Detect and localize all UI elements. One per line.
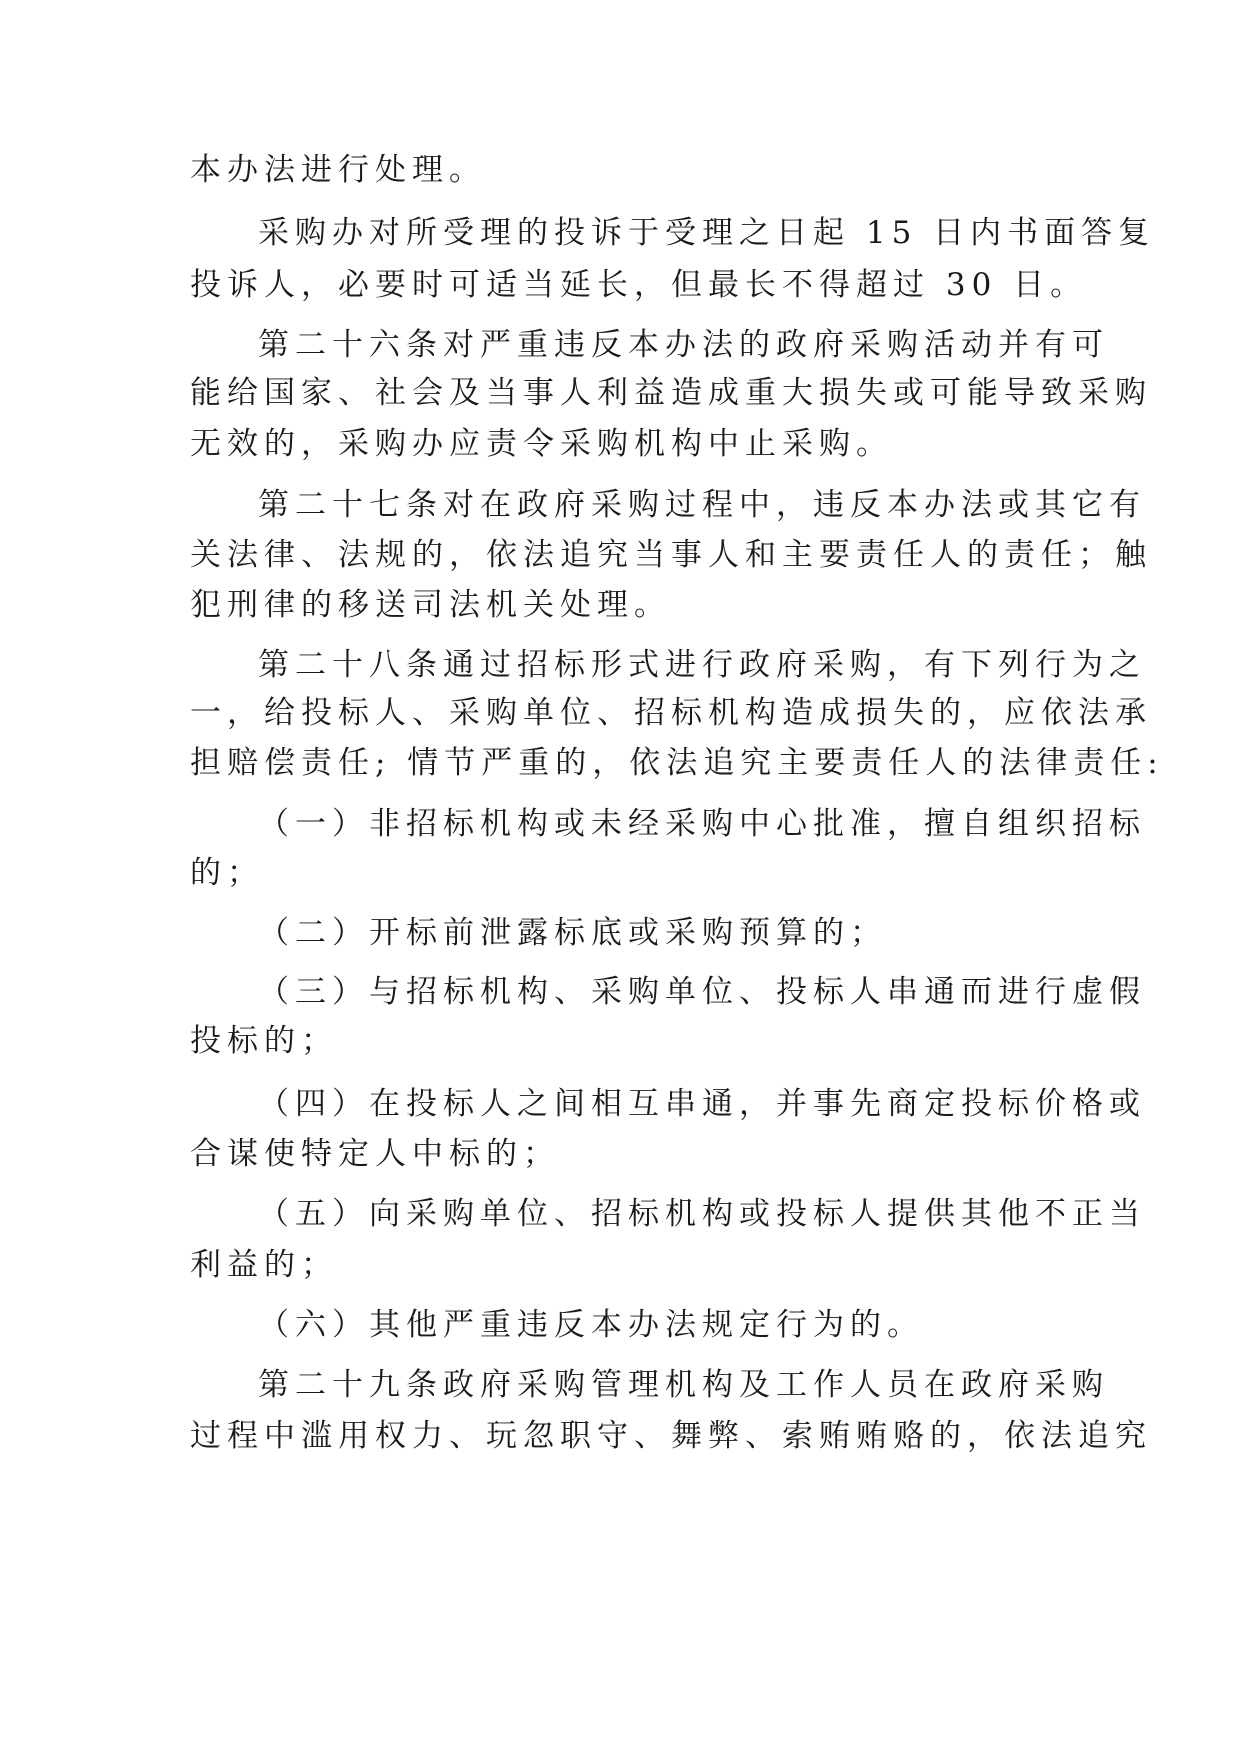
text-line-3: 投诉人，必要时可适当延长，但最长不得超过 30 日。 xyxy=(190,267,1088,303)
text-line-4: 第二十六条对严重违反本办法的政府采购活动并有可 xyxy=(258,327,1109,363)
text-line-8: 关法律、法规的，依法追究当事人和主要责任人的责任；触 xyxy=(190,537,1152,573)
text-line-10: 第二十八条通过招标形式进行政府采购，有下列行为之 xyxy=(258,647,1146,683)
text-line-2: 采购办对所受理的投诉于受理之日起 15 日内书面答复 xyxy=(258,215,1156,251)
text-line-23: 第二十九条政府采购管理机构及工作人员在政府采购 xyxy=(258,1367,1109,1403)
text-line-9: 犯刑律的移送司法机关处理。 xyxy=(190,587,671,623)
text-line-1: 本办法进行处理。 xyxy=(190,152,486,188)
text-line-7: 第二十七条对在政府采购过程中，违反本办法或其它有 xyxy=(258,487,1146,523)
text-line-6: 无效的，采购办应责令采购机构中止采购。 xyxy=(190,426,893,462)
list-item-3-line-2: 投标的； xyxy=(190,1023,338,1059)
list-item-1-line-1: （一）非招标机构或未经采购中心批准，擅自组织招标 xyxy=(258,806,1146,842)
list-item-5-line-1: （五）向采购单位、招标机构或投标人提供其他不正当 xyxy=(258,1196,1146,1232)
list-item-2: （二）开标前泄露标底或采购预算的； xyxy=(258,915,887,951)
list-item-3-line-1: （三）与招标机构、采购单位、投标人串通而进行虚假 xyxy=(258,974,1146,1010)
list-item-4-line-1: （四）在投标人之间相互串通，并事先商定投标价格或 xyxy=(258,1086,1146,1122)
list-item-4-line-2: 合谋使特定人中标的； xyxy=(190,1136,560,1172)
text-line-11: 一，给投标人、采购单位、招标机构造成损失的，应依法承 xyxy=(190,695,1152,731)
text-line-5: 能给国家、社会及当事人利益造成重大损失或可能导致采购 xyxy=(190,375,1152,411)
list-item-1-line-2: 的； xyxy=(190,855,264,891)
list-item-5-line-2: 利益的； xyxy=(190,1247,338,1283)
text-line-12: 担赔偿责任; 情节严重的，依法追究主要责任人的法律责任: xyxy=(190,745,1164,781)
text-line-24: 过程中滥用权力、玩忽职守、舞弊、索贿贿赂的，依法追究 xyxy=(190,1418,1152,1454)
list-item-6: （六）其他严重违反本办法规定行为的。 xyxy=(258,1307,924,1343)
